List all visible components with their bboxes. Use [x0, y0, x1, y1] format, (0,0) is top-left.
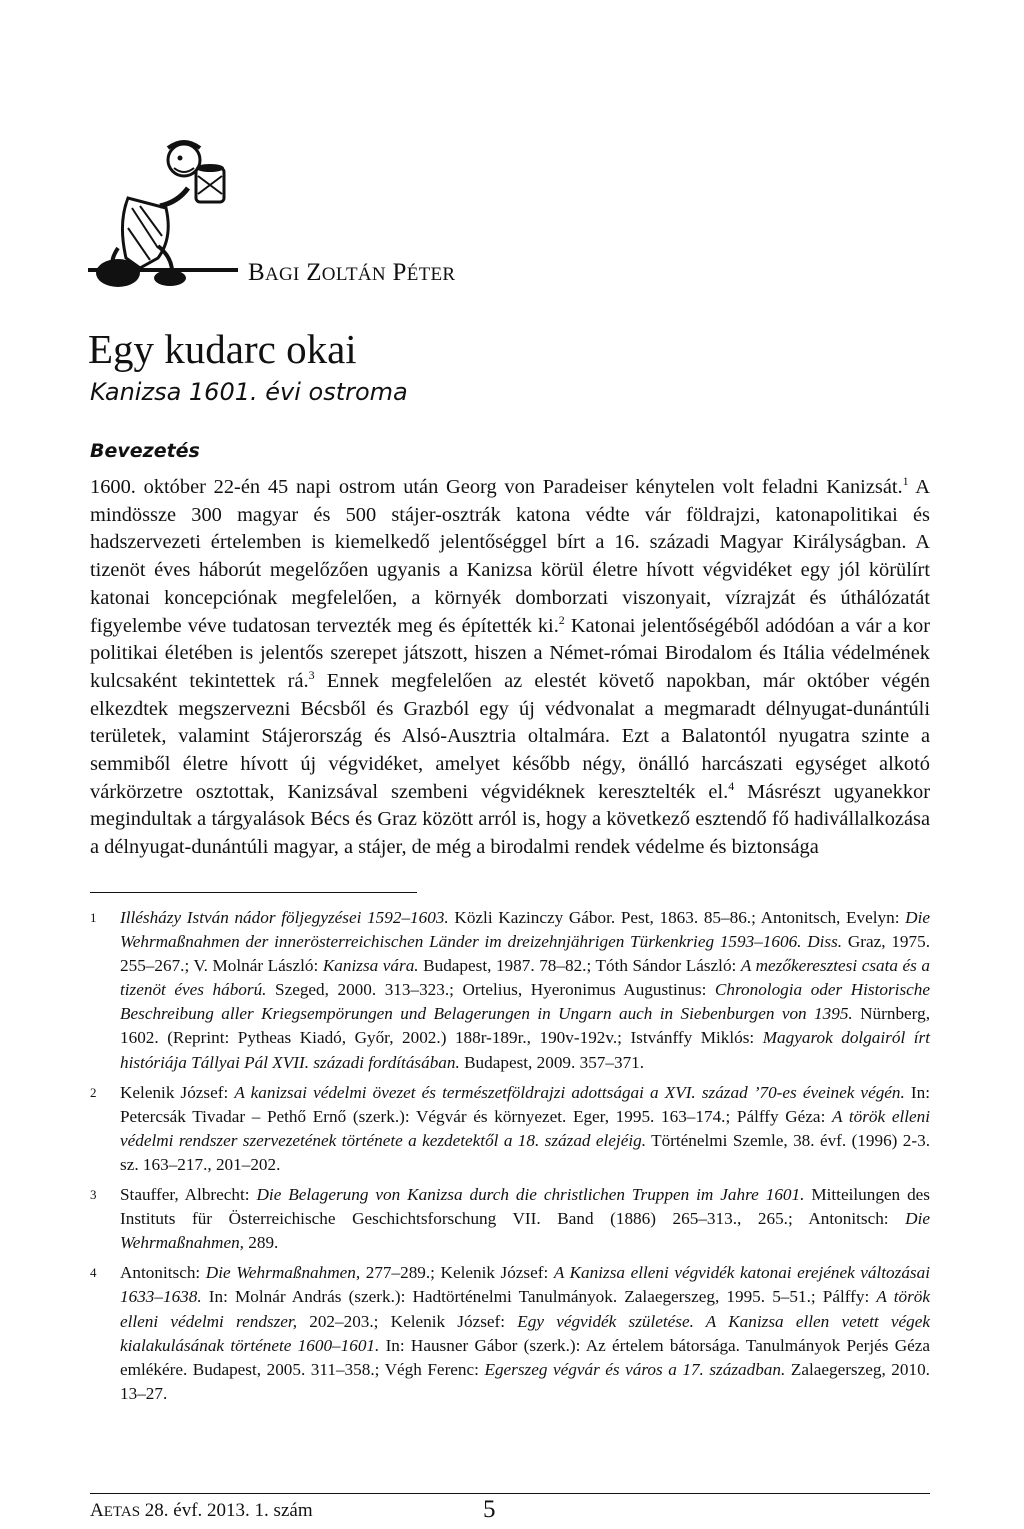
- page-number: 5: [483, 1496, 496, 1523]
- footnote-text: [120, 906, 930, 1075]
- footnote-title-segment: Chronologia oder Historische Beschreibung aller Kriegsempörungen und Belagerungen in Ungarn auch in Siebenburgen von 1395.: [120, 980, 930, 1024]
- journal-citation: AETAS 28. évf. 2013. 1. szám: [90, 1500, 313, 1521]
- footnote-ref[interactable]: 2: [558, 612, 565, 627]
- footnote-text-segment: Kelenik József:: [120, 1082, 235, 1102]
- footnote-separator: [90, 892, 417, 893]
- footnote-text-segment: In: Hausner Gábor (szerk.): Az értelem bátorsága. Tanulmányok Perjés Géza emlékére. Budapest, 2005. 311–358.; Végh Ferenc:: [120, 1335, 930, 1379]
- footnote-text: [120, 1183, 930, 1255]
- footnote-number: 4: [90, 1265, 97, 1281]
- author-name: BAGI ZOLTÁN PÉTER: [248, 259, 456, 286]
- footnote-title-segment: Egy végvidék születése. A Kanizsa ellen vetett végek kialakulásának története 1600–1601.: [120, 1311, 930, 1355]
- footnote-title-segment: A kanizsai védelmi övezet és természetföldrajzi adottságai a XVI. század ’70-es éveinek végén.: [234, 1082, 905, 1102]
- footnote-text-segment: Mitteilungen des Instituts für Österreichische Geschichtsforschung VII. Band (1886) 265–313., 265.; Antonitsch:: [120, 1185, 930, 1229]
- footnote-title-segment: A mezőkeresztesi csata és a tizenöt éves háború.: [120, 956, 930, 1000]
- footnote-text-segment: Stauffer, Albrecht:: [120, 1185, 257, 1205]
- footnote-ref[interactable]: 4: [728, 778, 735, 793]
- article-title: Egy kudarc okai: [88, 326, 357, 372]
- soldier-with-drum-icon: [88, 128, 248, 304]
- footnote-title-segment: Die Wehrmaßnahmen der innerösterreichischen Länder im dreizehnjährigen Türkenkrieg 1593–1606. Diss.: [120, 908, 930, 952]
- footnote-text-segment: Nürnberg, 1602. (Reprint: Pytheas Kiadó, Győr, 2002.) 188r-189r., 190v-192v.; Istvánffy Miklós:: [120, 1004, 930, 1048]
- footnote-text-segment: Budapest, 2009. 357–371.: [459, 1052, 645, 1072]
- footnote-text-segment: Közli Kazinczy Gábor. Pest, 1863. 85–86.; Antonitsch, Evelyn:: [448, 908, 906, 927]
- footnote-title-segment: Die Wehrmaßnahmen,: [205, 1263, 361, 1283]
- footnote-text: [120, 1261, 930, 1406]
- footnote-title-segment: A Kanizsa elleni végvidék katonai erejének változásai 1633–1638.: [120, 1263, 930, 1307]
- body-paragraph: 1600. október 22-én 45 napi ostrom után Georg von Paradeiser kénytelen volt feladni Kanizsát.$^1$ A mindössze 300 magyar és 500 stájer-osztrák katona védte vár földrajzi, katonapolitikai és hadszervezeti értelemben is kiemelkedő jelentőséggel bírt a 16. századi Magyar Királyságban. A tizenöt éves háborút megelőzően ugyanis a Kanizsa körül életre hívott végvidéket egy jól körülírt katonai koncepciónak megfelelően, a környék domborzati viszonyait, vízrajzát és úthálózatát figyelembe véve tudatosan tervezték meg és építették ki.$^2$ Katonai jelentőségéből adódóan a vár a kor politikai életében is jelentős szerepet játszott, hiszen a Német-római Birodalom és Itália védelmének kulcsaként tekintettek rá.$^3$ Ennek megfelelően az elestét követő napokban, már október végén elkezdtek megszervezni Bécsből és Grazból egy új védvonalat a megmaradt délnyugat-dunántúli területek, valamint Stájerország és Alsó-Ausztria oltalmára. Ezt a Balatontól nyugatra szinte a semmiből életre hívott új végvidéket, amelyet később négy, önálló harcászati egységet alkotó várkörzetre osztottak, Kanizsával szembeni végvidéknek keresztelték el.$^4$ Másrészt ugyanekkor megindultak a tárgyalások Bécs és Graz között arról is, hogy a következő esztendő fő hadivállalkozása a délnyugat-dunántúli magyar, a stájer, de még a birodalmi rendek védelme és biztonsága: [90, 474, 931, 859]
- footnote-title-segment: Egerszeg végvár és város a 17. században.: [484, 1359, 786, 1379]
- footnote-text-segment: Graz, 1975. 255–267.; V. Molnár László:: [120, 932, 930, 976]
- footnote-1: [90, 906, 930, 1075]
- article-subtitle: Kanizsa 1601. évi ostroma: [90, 378, 408, 406]
- footnote-title-segment: Illésházy István nádor följegyzései 1592–1603.: [120, 908, 449, 927]
- footnote-text-segment: Zalaegerszeg, 2010. 13–27.: [120, 1359, 930, 1403]
- footnote-text-segment: Történelmi Szemle, 38. évf. (1996) 2-3. sz. 163–217., 201–202.: [120, 1130, 930, 1174]
- footnote-text-segment: Antonitsch:: [120, 1263, 206, 1283]
- footnote-title-segment: Magyarok dolgairól írt históriája Tállyai Pál XVII. századi fordításában.: [120, 1028, 930, 1072]
- footnote-title-segment: Kanizsa vára.: [322, 956, 419, 976]
- footnote-number: 1: [90, 910, 97, 925]
- footnote-text-segment: 202–203.; Kelenik József:: [297, 1311, 518, 1331]
- footnote-2: [90, 1081, 930, 1177]
- footnote-number: 2: [90, 1084, 97, 1100]
- footnote-title-segment: Die Wehrmaßnahmen,: [120, 1209, 930, 1253]
- footnote-3: [90, 1183, 930, 1255]
- footnote-text-segment: In: Molnár András (szerk.): Hadtörténelmi Tanulmányok. Zalaegerszeg, 1995. 5–51.; Pálffy:: [201, 1287, 877, 1307]
- footnote-text-segment: 277–289.; Kelenik József:: [360, 1263, 554, 1283]
- section-heading: Bevezetés: [90, 440, 200, 462]
- footnote-list: [90, 906, 930, 1412]
- footnote-text-segment: 289.: [243, 1233, 279, 1253]
- footnote-number: 3: [90, 1187, 97, 1203]
- footnote-title-segment: Die Belagerung von Kanizsa durch die christlichen Truppen im Jahre 1601.: [256, 1185, 805, 1205]
- body-text: [90, 474, 930, 862]
- footnote-title-segment: A török elleni védelmi rendszer,: [120, 1287, 930, 1331]
- footnote-text-segment: Budapest, 1987. 78–82.; Tóth Sándor László:: [418, 956, 741, 976]
- footnote-text-segment: Szeged, 2000. 313–323.; Ortelius, Hyeronimus Augustinus:: [266, 980, 715, 1000]
- footnote-text: [120, 1081, 930, 1177]
- footnote-ref[interactable]: 1: [902, 474, 909, 489]
- footnote-text-segment: In: Petercsák Tivadar – Pethő Ernő (szerk.): Végvár és környezet. Eger, 1995. 163–174.; Pálffy Géza:: [120, 1082, 931, 1126]
- footnote-title-segment: A török elleni védelmi rendszer szervezetének története a kezdetektől a 18. század elejéig.: [120, 1106, 930, 1150]
- footnote-ref[interactable]: 3: [308, 668, 315, 683]
- footer-rule: [90, 1493, 930, 1494]
- footnote-4: [90, 1261, 930, 1406]
